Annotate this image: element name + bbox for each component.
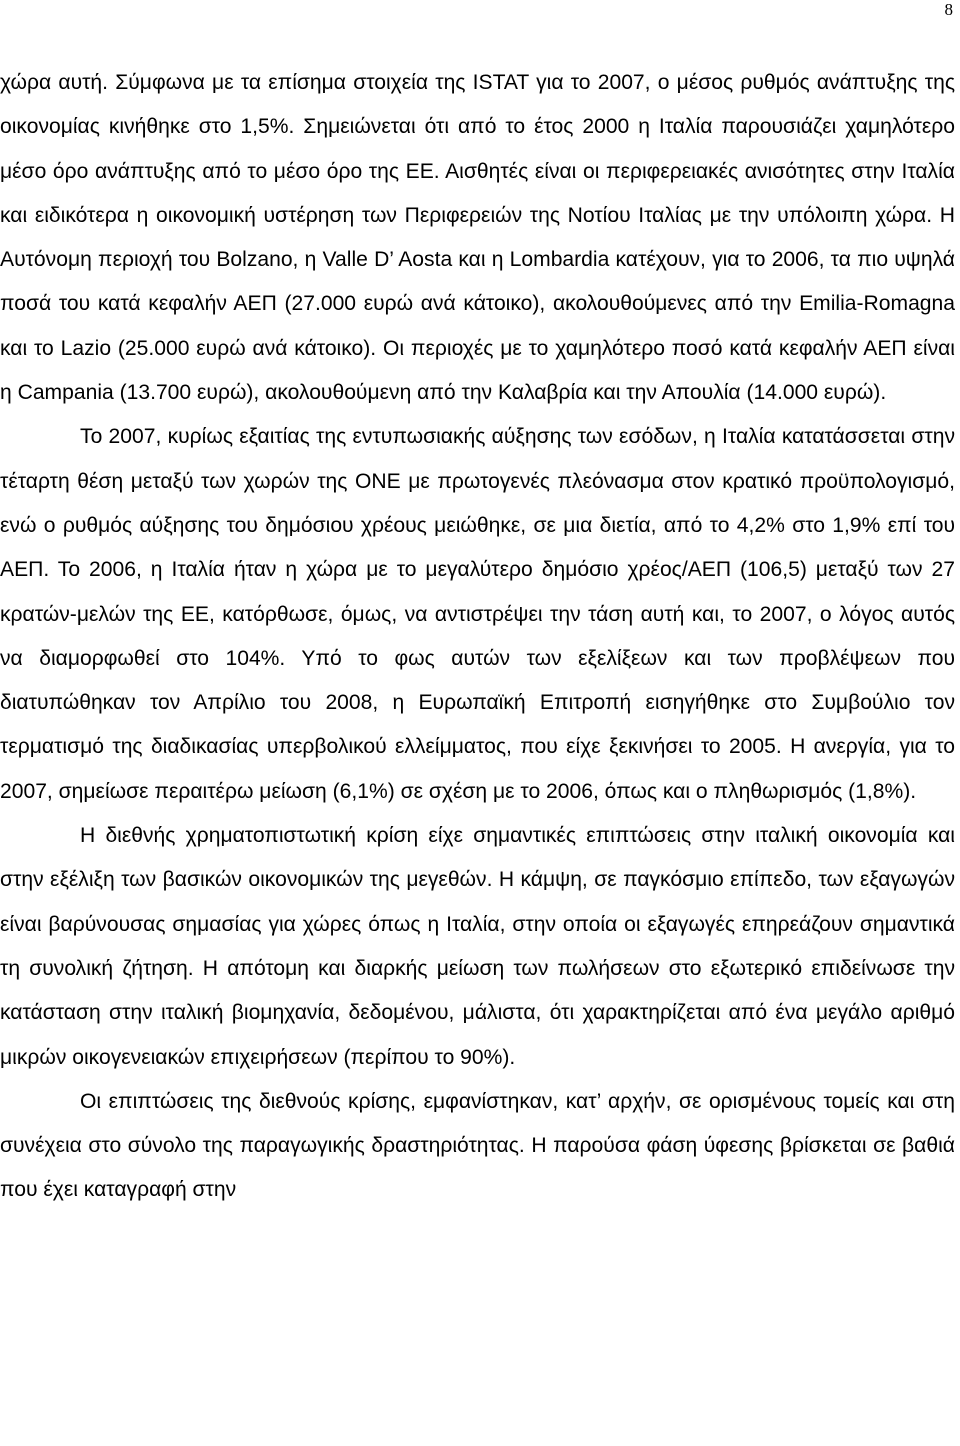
paragraph: χώρα αυτή. Σύμφωνα με τα επίσημα στοιχεία της ISTAT για το 2007, ο μέσος ρυθμός ανάπτυξης της οικονομίας κινήθηκε στο 1,5%. Σημειώνεται ότι από το έτος 2000 η Ιταλία παρουσιάζει χαμηλότερο μέσο όρο ανάπτυξης από το μέσο όρο της ΕΕ. Αισθητές είναι οι περιφερειακές ανισότητες στην Ιταλία και ειδικότερα η οικονομική υστέρηση των Περιφερειών της Νοτίου Ιταλίας με την υπόλοιπη χώρα. Η Αυτόνομη περιοχή του Bolzano, η Valle D’ Aosta και η Lombardia κατέχουν, για το 2006, τα πιο υψηλά ποσά του κατά κεφαλήν ΑΕΠ (27.000 ευρώ ανά κάτοικο), ακολουθούμενες από την Emilia-Romagna και το Lazio (25.000 ευρώ ανά κάτοικο). Οι περιοχές με το χαμηλότερο ποσό κατά κεφαλήν ΑΕΠ είναι η Campania (13.700 ευρώ), ακολουθούμενη από την Καλαβρία και την Απουλία (14.000 ευρώ).: [0, 71, 955, 405]
paragraph: Το 2007, κυρίως εξαιτίας της εντυπωσιακής αύξησης των εσόδων, η Ιταλία κατατάσσεται στην τέταρτη θέση μεταξύ των χωρών της ΟΝΕ με πρωτογενές πλεόνασμα στον κρατικό προϋπολογισμό, ενώ ο ρυθμός αύξησης του δημόσιου χρέους μειώθηκε, σε μια διετία, από το 4,2% στο 1,9% επί του ΑΕΠ. Το 2006, η Ιταλία ήταν η χώρα με το μεγαλύτερο δημόσιο χρέος/ΑΕΠ (106,5) μεταξύ των 27 κρατών-μελών της ΕΕ, κατόρθωσε, όμως, να αντιστρέψει την τάση αυτή και, το 2007, ο λόγος αυτός να διαμορφωθεί στο 104%. Υπό το φως αυτών των εξελίξεων και των προβλέψεων που διατυπώθηκαν τον Απρίλιο του 2008, η Ευρωπαϊκή Επιτροπή εισηγήθηκε στο Συμβούλιο τον τερματισμό της διαδικασίας υπερβολικού ελλείμματος, που είχε ξεκινήσει το 2005. Η ανεργία, για το 2007, σημείωσε περαιτέρω μείωση (6,1%) σε σχέση με το 2006, όπως και ο πληθωρισμός (1,8%).: [0, 425, 955, 803]
page-number: 8: [944, 0, 953, 19]
document-body: [0, 61, 955, 1213]
paragraph: Οι επιπτώσεις της διεθνούς κρίσης, εμφανίστηκαν, κατ’ αρχήν, σε ορισμένους τομείς και στη συνέχεια στο σύνολο της παραγωγικής δραστηριότητας. Η παρούσα φάση ύφεσης βρίσκεται σε βαθιά που έχει καταγραφή στην: [0, 1089, 955, 1202]
paragraph: Η διεθνής χρηματοπιστωτική κρίση είχε σημαντικές επιπτώσεις στην ιταλική οικονομία και στην εξέλιξη των βασικών οικονομικών της μεγεθών. Η κάμψη, σε παγκόσμιο επίπεδο, των εξαγωγών είναι βαρύνουσας σημασίας για χώρες όπως η Ιταλία, στην οποία οι εξαγωγές επηρεάζουν σημαντικά τη συνολική ζήτηση. Η απότομη και διαρκής μείωση των πωλήσεων στο εξωτερικό επιδείνωσε την κατάσταση στην ιταλική βιομηχανία, δεδομένου, μάλιστα, ότι χαρακτηρίζεται από ένα μεγάλο αριθμό μικρών οικογενειακών επιχειρήσεων (περίπου το 90%).: [0, 824, 955, 1069]
